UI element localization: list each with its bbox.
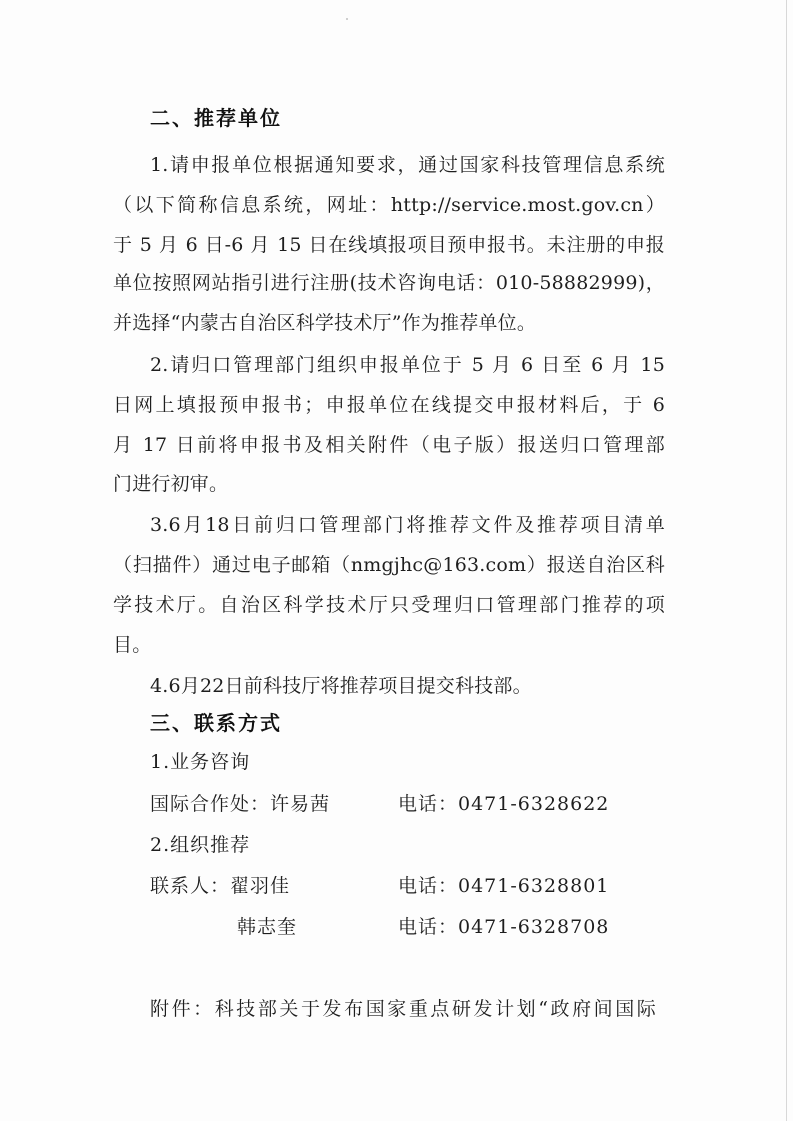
p2-line-3: 月 17 日前将申报书及相关附件（电子版）报送归口管理部 bbox=[113, 434, 665, 456]
section2-heading: 二、推荐单位 bbox=[150, 106, 282, 130]
contact-item1-org: 国际合作处：许易茜 bbox=[150, 793, 331, 815]
p3-line-2: （扫描件）通过电子邮箱（nmgjhc@163.com）报送自治区科 bbox=[113, 554, 665, 576]
contact-item1-title: 1.业务咨询 bbox=[150, 751, 251, 773]
p1-line-3: 于 5 月 6 日-6 月 15 日在线填报项目预申报书。未注册的申报 bbox=[113, 234, 665, 256]
p3-line-1: 3.6月18日前归口管理部门将推荐文件及推荐项目清单 bbox=[150, 514, 665, 536]
contact-person-2: 韩志奎 bbox=[237, 916, 298, 938]
contact-person-1: 联系人：翟羽佳 bbox=[150, 875, 291, 897]
p2-line-4: 门进行初审。 bbox=[113, 473, 229, 495]
contact-person-2-phone: 电话：0471-6328708 bbox=[398, 916, 610, 938]
contact-item1-phone: 电话：0471-6328622 bbox=[398, 793, 610, 815]
p1-line-2: （以下简称信息系统，网址：http://service.most.gov.cn） bbox=[113, 194, 665, 216]
p1-line-5: 并选择“内蒙古自治区科学技术厅”作为推荐单位。 bbox=[113, 312, 537, 334]
p3-line-3: 学技术厅。自治区科学技术厅只受理归口管理部门推荐的项 bbox=[113, 594, 665, 616]
contact-person-1-phone: 电话：0471-6328801 bbox=[398, 875, 610, 897]
section3-heading: 三、联系方式 bbox=[150, 711, 282, 735]
p3-line-4: 目。 bbox=[113, 634, 152, 656]
p1-line-4: 单位按照网站指引进行注册(技术咨询电话：010-58882999)， bbox=[113, 272, 665, 294]
p2-line-1: 2.请归口管理部门组织申报单位于 5 月 6 日至 6 月 15 bbox=[150, 354, 665, 376]
contact-item2-title: 2.组织推荐 bbox=[150, 834, 251, 856]
page-edge bbox=[786, 0, 787, 1121]
p4-line-1: 4.6月22日前科技厅将推荐项目提交科技部。 bbox=[150, 675, 532, 697]
p1-line-1: 1.请申报单位根据通知要求，通过国家科技管理信息系统 bbox=[150, 154, 665, 176]
attachment-line: 附件：科技部关于发布国家重点研发计划“政府间国际 bbox=[150, 998, 656, 1020]
scan-artifact bbox=[346, 18, 348, 20]
p2-line-2: 日网上填报预申报书；申报单位在线提交申报材料后，于 6 bbox=[113, 394, 665, 416]
